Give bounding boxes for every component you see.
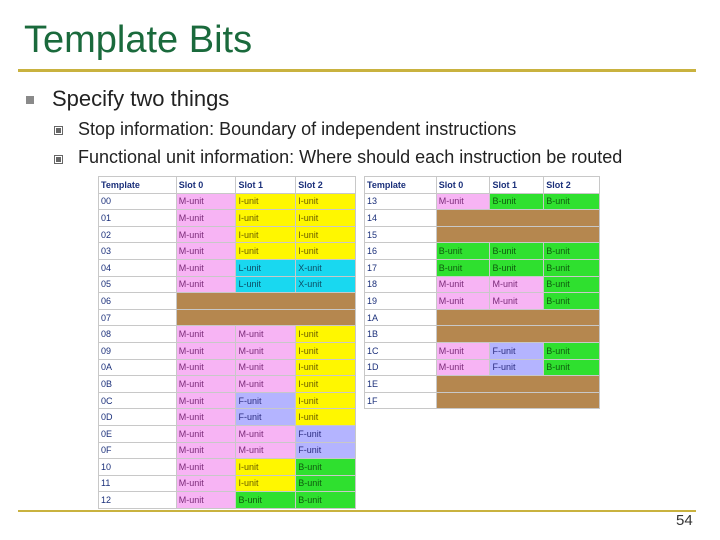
slot-1-cell: L-unit [236, 276, 296, 293]
table-row [365, 392, 600, 409]
template-code-cell: 08 [99, 326, 177, 343]
table-row [99, 342, 356, 359]
template-code-cell: 02 [99, 226, 177, 243]
table-row [99, 425, 356, 442]
template-code-cell: 1F [365, 392, 437, 409]
slot-0-cell: B-unit [436, 259, 490, 276]
template-code-cell: 16 [365, 243, 437, 260]
table-row [365, 259, 600, 276]
sub-bullet-stop-info: Stop information: Boundary of independent instructions [78, 119, 517, 139]
table-row [99, 193, 356, 210]
slot-0-cell: M-unit [436, 359, 490, 376]
header-slot-1: Slot 1 [236, 177, 296, 194]
template-code-cell: 17 [365, 259, 437, 276]
table-row [99, 293, 356, 310]
table-row [365, 342, 600, 359]
template-code-cell: 1E [365, 376, 437, 393]
template-code-cell: 0C [99, 392, 177, 409]
slot-2-cell: I-unit [296, 226, 356, 243]
template-code-cell: 01 [99, 210, 177, 227]
table-row [99, 459, 356, 476]
slot-2-cell: B-unit [544, 276, 600, 293]
template-code-cell: 04 [99, 259, 177, 276]
template-code-cell: 05 [99, 276, 177, 293]
reserved-slots-cell [176, 309, 355, 326]
slot-1-cell: B-unit [490, 193, 544, 210]
slot-0-cell: M-unit [436, 293, 490, 310]
template-code-cell: 0E [99, 425, 177, 442]
table-row [365, 376, 600, 393]
slot-1-cell: I-unit [236, 210, 296, 227]
checkbox-bullet-icon [54, 155, 63, 164]
slot-1-cell: F-unit [490, 359, 544, 376]
slot-2-cell: B-unit [296, 492, 356, 509]
template-table-left [98, 176, 356, 509]
template-code-cell: 19 [365, 293, 437, 310]
slot-0-cell: M-unit [176, 210, 236, 227]
slot-2-cell: I-unit [296, 193, 356, 210]
slot-2-cell: I-unit [296, 210, 356, 227]
table-row [99, 226, 356, 243]
slot-2-cell: F-unit [296, 442, 356, 459]
slot-2-cell: B-unit [544, 342, 600, 359]
page-number: 54 [676, 512, 693, 529]
slot-1-cell: M-unit [236, 425, 296, 442]
slot-1-cell: M-unit [490, 276, 544, 293]
table-row [99, 276, 356, 293]
slot-1-cell: B-unit [236, 492, 296, 509]
slot-2-cell: B-unit [544, 259, 600, 276]
reserved-slots-cell [436, 210, 599, 227]
slot-0-cell: M-unit [176, 425, 236, 442]
slot-2-cell: I-unit [296, 243, 356, 260]
header-slot-1: Slot 1 [490, 177, 544, 194]
table-row [99, 409, 356, 426]
template-code-cell: 03 [99, 243, 177, 260]
slot-1-cell: I-unit [236, 475, 296, 492]
slot-0-cell: M-unit [176, 259, 236, 276]
slide-title: Template Bits [24, 19, 253, 61]
table-row [99, 309, 356, 326]
sub-bullet-functional-unit-info: Functional unit information: Where should each instruction be routed [78, 147, 623, 167]
template-code-cell: 13 [365, 193, 437, 210]
table-row [365, 210, 600, 227]
header-slot-0: Slot 0 [436, 177, 490, 194]
checkbox-bullet-icon [54, 126, 63, 135]
template-code-cell: 10 [99, 459, 177, 476]
slot-1-cell: B-unit [490, 243, 544, 260]
footer-rule [18, 510, 696, 512]
slot-2-cell: B-unit [544, 243, 600, 260]
slot-0-cell: M-unit [436, 342, 490, 359]
template-code-cell: 11 [99, 475, 177, 492]
table-row [365, 309, 600, 326]
header-template: Template [365, 177, 437, 194]
slot-1-cell: F-unit [490, 342, 544, 359]
slot-0-cell: M-unit [176, 359, 236, 376]
header-slot-2: Slot 2 [296, 177, 356, 194]
slot-0-cell: M-unit [436, 276, 490, 293]
slot-0-cell: B-unit [436, 243, 490, 260]
slot-1-cell: M-unit [236, 326, 296, 343]
table-row [365, 293, 600, 310]
slot-2-cell: B-unit [544, 193, 600, 210]
slot-2-cell: X-unit [296, 276, 356, 293]
table-row [365, 193, 600, 210]
slot-0-cell: M-unit [176, 342, 236, 359]
table-row [99, 376, 356, 393]
template-code-cell: 15 [365, 226, 437, 243]
slot-1-cell: B-unit [490, 259, 544, 276]
slot-1-cell: M-unit [236, 342, 296, 359]
slot-2-cell: B-unit [296, 475, 356, 492]
template-code-cell: 0D [99, 409, 177, 426]
title-underline [18, 69, 696, 72]
template-code-cell: 1B [365, 326, 437, 343]
slot-0-cell: M-unit [176, 276, 236, 293]
slot-1-cell: F-unit [236, 392, 296, 409]
slot-2-cell: B-unit [544, 293, 600, 310]
table-row [99, 392, 356, 409]
reserved-slots-cell [436, 326, 599, 343]
table-row [99, 210, 356, 227]
slot-1-cell: I-unit [236, 193, 296, 210]
template-code-cell: 12 [99, 492, 177, 509]
table-row [99, 326, 356, 343]
reserved-slots-cell [176, 293, 355, 310]
slot-1-cell: I-unit [236, 243, 296, 260]
slot-0-cell: M-unit [176, 193, 236, 210]
table-row [99, 259, 356, 276]
template-code-cell: 0F [99, 442, 177, 459]
slot-2-cell: I-unit [296, 392, 356, 409]
reserved-slots-cell [436, 226, 599, 243]
template-code-cell: 07 [99, 309, 177, 326]
table-header-row [99, 177, 356, 194]
slot-2-cell: I-unit [296, 409, 356, 426]
slot-2-cell: I-unit [296, 342, 356, 359]
template-code-cell: 09 [99, 342, 177, 359]
table-header-row [365, 177, 600, 194]
slot-0-cell: M-unit [176, 442, 236, 459]
slot-2-cell: I-unit [296, 376, 356, 393]
slot-1-cell: M-unit [236, 359, 296, 376]
table-row [365, 226, 600, 243]
slot-0-cell: M-unit [176, 459, 236, 476]
template-code-cell: 18 [365, 276, 437, 293]
reserved-slots-cell [436, 309, 599, 326]
table-row [365, 243, 600, 260]
header-slot-0: Slot 0 [176, 177, 236, 194]
header-template: Template [99, 177, 177, 194]
reserved-slots-cell [436, 392, 599, 409]
slot-1-cell: L-unit [236, 259, 296, 276]
slot-0-cell: M-unit [176, 492, 236, 509]
slot-2-cell: I-unit [296, 326, 356, 343]
square-bullet-icon [26, 96, 34, 104]
template-code-cell: 1A [365, 309, 437, 326]
slot-0-cell: M-unit [176, 243, 236, 260]
slot-0-cell: M-unit [176, 376, 236, 393]
header-slot-2: Slot 2 [544, 177, 600, 194]
template-code-cell: 14 [365, 210, 437, 227]
slot-0-cell: M-unit [176, 409, 236, 426]
slot-1-cell: M-unit [490, 293, 544, 310]
table-row [99, 442, 356, 459]
template-code-cell: 0B [99, 376, 177, 393]
template-code-cell: 06 [99, 293, 177, 310]
template-code-cell: 0A [99, 359, 177, 376]
slot-1-cell: F-unit [236, 409, 296, 426]
slot-1-cell: M-unit [236, 376, 296, 393]
template-table-right [364, 176, 600, 409]
main-bullet-text: Specify two things [52, 86, 230, 111]
slot-0-cell: M-unit [436, 193, 490, 210]
slot-0-cell: M-unit [176, 226, 236, 243]
slot-1-cell: I-unit [236, 459, 296, 476]
slot-1-cell: I-unit [236, 226, 296, 243]
table-row [99, 492, 356, 509]
table-row [365, 359, 600, 376]
table-row [99, 475, 356, 492]
slot-2-cell: X-unit [296, 259, 356, 276]
slot-1-cell: M-unit [236, 442, 296, 459]
template-code-cell: 1D [365, 359, 437, 376]
table-row [99, 243, 356, 260]
template-code-cell: 00 [99, 193, 177, 210]
table-row [365, 326, 600, 343]
slot-2-cell: B-unit [296, 459, 356, 476]
reserved-slots-cell [436, 376, 599, 393]
slot-0-cell: M-unit [176, 475, 236, 492]
slot-0-cell: M-unit [176, 392, 236, 409]
table-row [365, 276, 600, 293]
slot-2-cell: I-unit [296, 359, 356, 376]
slot-0-cell: M-unit [176, 326, 236, 343]
slot-2-cell: B-unit [544, 359, 600, 376]
template-code-cell: 1C [365, 342, 437, 359]
slot-2-cell: F-unit [296, 425, 356, 442]
table-row [99, 359, 356, 376]
